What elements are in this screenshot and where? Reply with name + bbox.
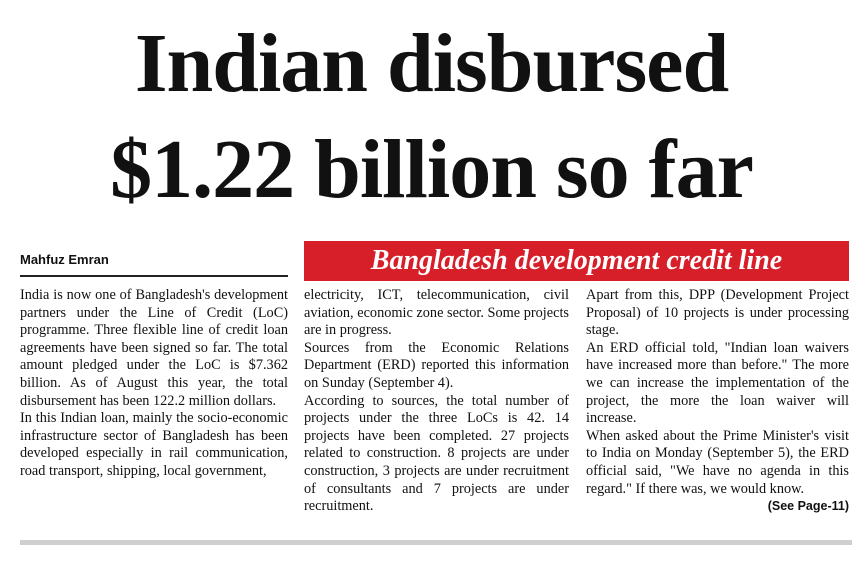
see-page-link[interactable]: (See Page-11) — [767, 499, 849, 514]
article-column-2 — [304, 287, 569, 523]
paragraph: Apart from this, DPP (Development Project Proposal) of 10 projects is under processing stage. — [586, 287, 849, 339]
paragraph: In this Indian loan, mainly the socio-economic infrastructure sector of Bangladesh has been developed especially in rail communication, road transport, shipping, local government, — [20, 410, 288, 479]
paragraph: According to sources, the total number of projects under the three LoCs is 42. 14 projects have been completed. 27 projects related to construction. 8 projects are under construction, 3 projects are under recruitment of consultants and 7 projects are under recruitment. — [304, 392, 569, 515]
paragraph — [586, 427, 849, 514]
kicker-banner: Bangladesh development credit line — [304, 241, 849, 281]
paragraph: Sources from the Economic Relations Department (ERD) reported this information on Sunday (September 4). — [304, 339, 569, 391]
paragraph: India is now one of Bangladesh's development partners under the Line of Credit (LoC) programme. Three flexible line of credit loan agreements have been signed so far. The total amount pledged under the LoC is $7.362 billion. As of August this year, the total disbursement has been 122.2 million dollars. — [20, 287, 288, 409]
paragraph: An ERD official told, "Indian loan waivers have increased more than before." The more we can increase the implementation of the project, the more the loan waiver will increase. — [586, 339, 849, 427]
article-column-3 — [586, 287, 849, 523]
article-column-1 — [20, 287, 288, 523]
byline: Mahfuz Emran — [20, 252, 109, 267]
byline-rule — [20, 275, 288, 277]
headline-line-1: Indian disbursed — [134, 17, 729, 110]
paragraph: electricity, ICT, telecommunication, civil aviation, economic zone sector. Some projects are in progress. — [304, 287, 569, 339]
paragraph-text: When asked about the Prime Minister's visit to India on Monday (September 5), the ERD official said, "We have no agenda in this regard." If there was, we would know. — [586, 427, 849, 497]
bottom-divider — [20, 540, 852, 545]
headline-line-2: $1.22 billion so far — [110, 123, 753, 216]
